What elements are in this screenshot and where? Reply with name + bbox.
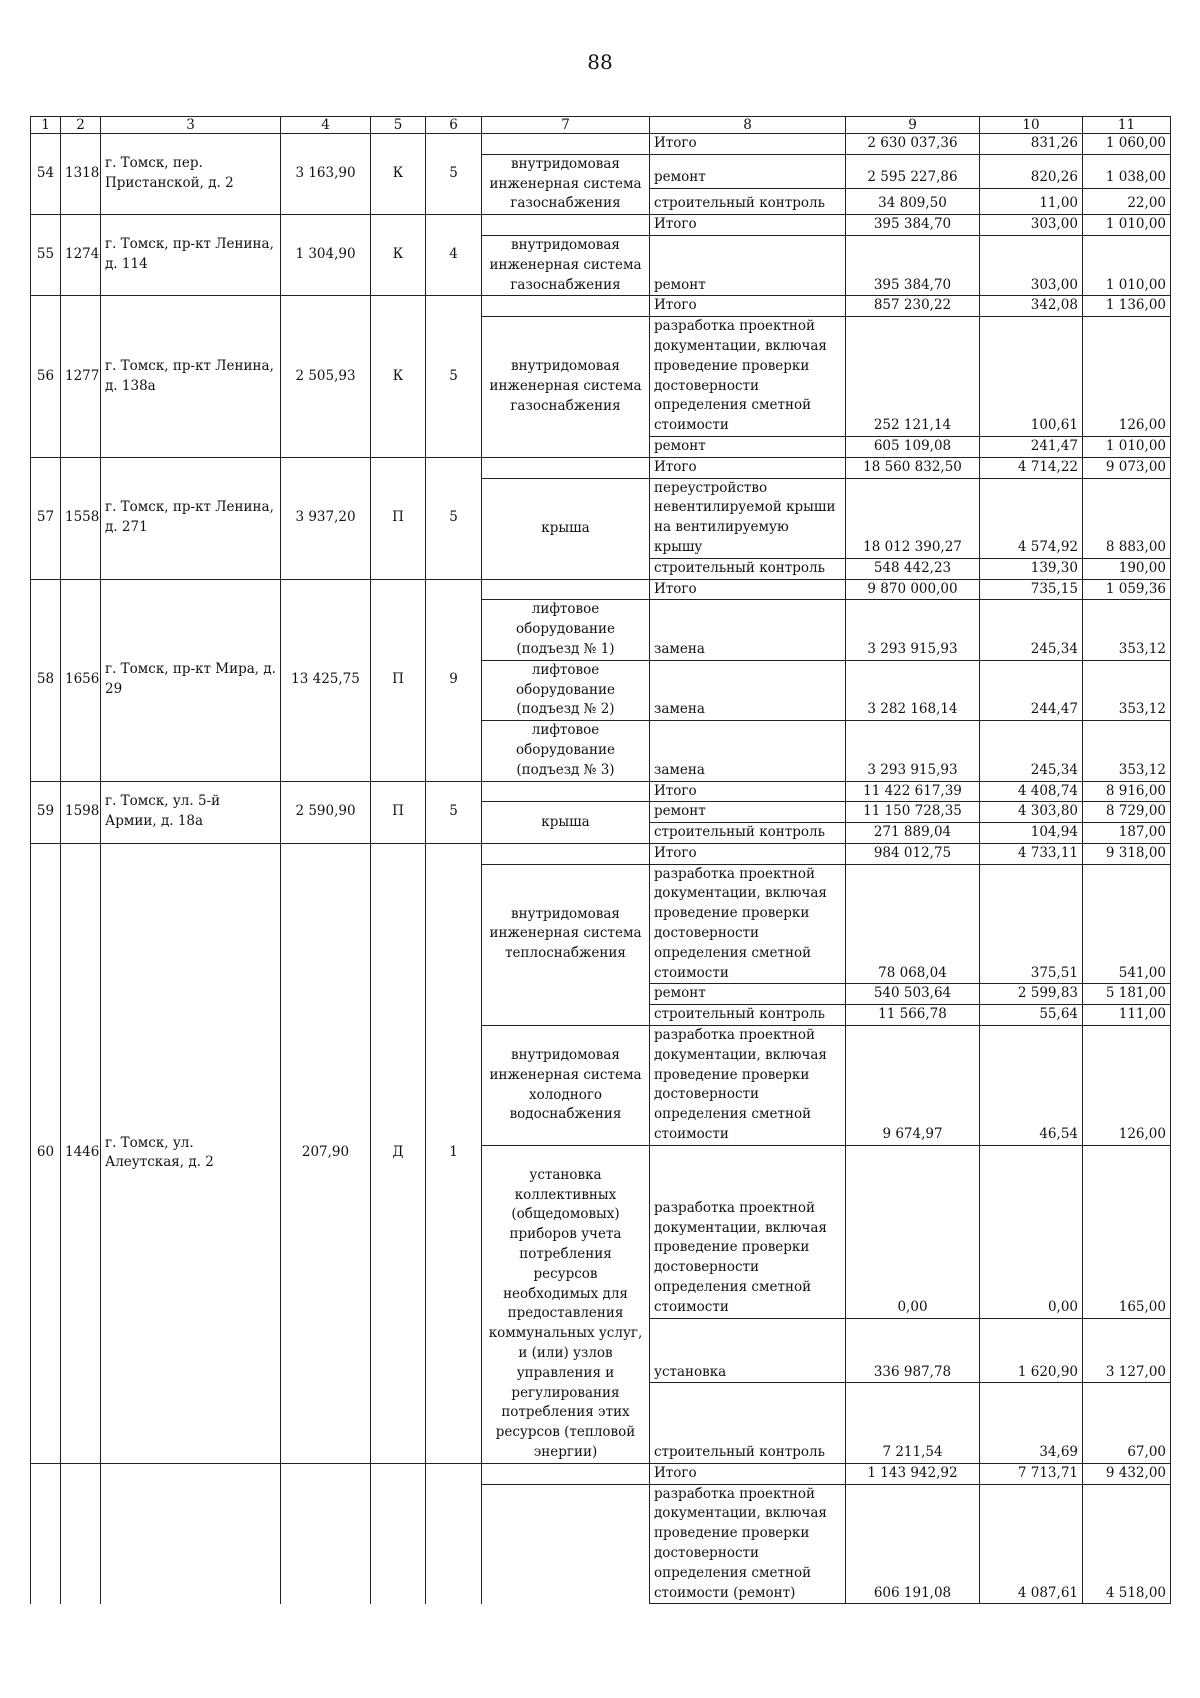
unit-cost-value: 4 303,80 — [980, 802, 1083, 823]
unit-cost-value: 735,15 — [980, 579, 1083, 600]
header-col-6: 6 — [426, 117, 482, 134]
work-label: Итого — [650, 134, 846, 155]
unit-cost-value: 303,00 — [980, 215, 1083, 236]
header-col-10: 10 — [980, 117, 1083, 134]
cost-value: 984 012,75 — [846, 843, 980, 864]
unit-cost-value: 0,00 — [980, 1145, 1083, 1318]
work-label: строительный контроль — [650, 558, 846, 579]
table-row — [31, 134, 1171, 155]
cost-value: 606 191,08 — [846, 1484, 980, 1604]
cost-value: 3 293 915,93 — [846, 600, 980, 660]
unit-cost-value: 34,69 — [980, 1383, 1083, 1463]
unit-cost-value: 303,00 — [980, 235, 1083, 295]
table-row — [31, 843, 1171, 864]
area: 3 937,20 — [281, 457, 371, 579]
address: г. Томск, ул. Алеутская, д. 2 — [101, 843, 281, 1463]
system-name: лифтовое оборудование (подъезд № 3) — [482, 721, 650, 781]
unit-cost-value: 245,34 — [980, 600, 1083, 660]
limit-value: 1 136,00 — [1083, 296, 1171, 317]
cost-value: 11 422 617,39 — [846, 781, 980, 802]
limit-value: 165,00 — [1083, 1145, 1171, 1318]
floors: 4 — [426, 215, 482, 296]
area: 2 505,93 — [281, 296, 371, 457]
limit-value: 1 010,00 — [1083, 215, 1171, 236]
row-number: 57 — [31, 457, 61, 579]
header-row — [31, 117, 1171, 134]
cost-value: 11 566,78 — [846, 1005, 980, 1026]
unit-cost-value: 244,47 — [980, 660, 1083, 720]
work-label: замена — [650, 721, 846, 781]
page-number: 88 — [587, 50, 613, 74]
house-id: 1656 — [61, 579, 101, 781]
unit-cost-value: 342,08 — [980, 296, 1083, 317]
limit-value: 1 010,00 — [1083, 235, 1171, 295]
limit-value: 353,12 — [1083, 721, 1171, 781]
system-name: внутридомовая инженерная система газоснабжения — [482, 235, 650, 295]
house-id: 1318 — [61, 134, 101, 215]
unit-cost-value: 245,34 — [980, 721, 1083, 781]
work-label: ремонт — [650, 154, 846, 188]
work-label: ремонт — [650, 235, 846, 295]
address: г. Томск, ул. 5-й Армии, д. 18а — [101, 781, 281, 843]
limit-value: 1 059,36 — [1083, 579, 1171, 600]
limit-value: 1 060,00 — [1083, 134, 1171, 155]
cost-value: 78 068,04 — [846, 864, 980, 984]
unit-cost-value: 11,00 — [980, 188, 1083, 215]
row-number: 54 — [31, 134, 61, 215]
unit-cost-value: 375,51 — [980, 864, 1083, 984]
work-label: разработка проектной документации, включая проведение проверки достоверности определения сметной стоимости (ремонт) — [650, 1484, 846, 1604]
house-type: Д — [371, 843, 426, 1463]
header-col-8: 8 — [650, 117, 846, 134]
work-label: Итого — [650, 457, 846, 478]
work-label: ремонт — [650, 802, 846, 823]
system-name: внутридомовая инженерная система газоснабжения — [482, 154, 650, 214]
limit-value: 3 127,00 — [1083, 1318, 1171, 1383]
table-row — [31, 781, 1171, 802]
row-number: 56 — [31, 296, 61, 457]
header-col-9: 9 — [846, 117, 980, 134]
unit-cost-value: 831,26 — [980, 134, 1083, 155]
capital-repair-table — [30, 116, 1171, 1604]
work-label: Итого — [650, 579, 846, 600]
limit-value: 353,12 — [1083, 660, 1171, 720]
address: г. Томск, пер. Пристанской, д. 2 — [101, 134, 281, 215]
cost-value: 252 121,14 — [846, 317, 980, 437]
table-row — [31, 296, 1171, 317]
limit-value: 187,00 — [1083, 823, 1171, 844]
cost-value: 9 674,97 — [846, 1026, 980, 1146]
cost-value: 395 384,70 — [846, 215, 980, 236]
cost-value: 3 293 915,93 — [846, 721, 980, 781]
unit-cost-value: 4 408,74 — [980, 781, 1083, 802]
work-label: переустройство невентилируемой крыши на вентилируемую крышу — [650, 478, 846, 558]
system-name: внутридомовая инженерная система теплоснабжения — [482, 864, 650, 1025]
unit-cost-value: 7 713,71 — [980, 1463, 1083, 1484]
house-type: П — [371, 579, 426, 781]
work-label: строительный контроль — [650, 823, 846, 844]
header-col-1: 1 — [31, 117, 61, 134]
cost-value: 605 109,08 — [846, 436, 980, 457]
work-label: Итого — [650, 1463, 846, 1484]
work-label: замена — [650, 600, 846, 660]
table-row — [31, 215, 1171, 236]
header-col-3: 3 — [101, 117, 281, 134]
cost-value: 9 870 000,00 — [846, 579, 980, 600]
work-label: разработка проектной документации, включая проведение проверки достоверности определения сметной стоимости — [650, 317, 846, 437]
house-type: К — [371, 134, 426, 215]
address: г. Томск, пр-кт Ленина, д. 271 — [101, 457, 281, 579]
limit-value: 9 318,00 — [1083, 843, 1171, 864]
system-name: внутридомовая инженерная система холодного водоснабжения — [482, 1026, 650, 1146]
limit-value: 4 518,00 — [1083, 1484, 1171, 1604]
header-col-11: 11 — [1083, 117, 1171, 134]
floors: 9 — [426, 579, 482, 781]
limit-value: 1 010,00 — [1083, 436, 1171, 457]
table-row — [31, 579, 1171, 600]
work-label: строительный контроль — [650, 1383, 846, 1463]
area: 13 425,75 — [281, 579, 371, 781]
cost-value: 271 889,04 — [846, 823, 980, 844]
table-row — [31, 1463, 1171, 1484]
system-name: лифтовое оборудование (подъезд № 2) — [482, 660, 650, 720]
limit-value: 126,00 — [1083, 1026, 1171, 1146]
limit-value: 22,00 — [1083, 188, 1171, 215]
unit-cost-value: 4 733,11 — [980, 843, 1083, 864]
house-type: К — [371, 296, 426, 457]
area: 2 590,90 — [281, 781, 371, 843]
header-col-4: 4 — [281, 117, 371, 134]
work-label: ремонт — [650, 436, 846, 457]
row-number: 60 — [31, 843, 61, 1463]
header-col-5: 5 — [371, 117, 426, 134]
unit-cost-value: 46,54 — [980, 1026, 1083, 1146]
system-name: установка коллективных (общедомовых) приборов учета потребления ресурсов необходимых для предоставления коммунальных услуг, и (или) узлов управления и регулирования потребления этих ресурсов (тепловой энергии) — [482, 1145, 650, 1463]
header-col-7: 7 — [482, 117, 650, 134]
limit-value: 67,00 — [1083, 1383, 1171, 1463]
house-type: П — [371, 781, 426, 843]
cost-value: 857 230,22 — [846, 296, 980, 317]
limit-value: 111,00 — [1083, 1005, 1171, 1026]
limit-value: 8 883,00 — [1083, 478, 1171, 558]
unit-cost-value: 55,64 — [980, 1005, 1083, 1026]
system-name: крыша — [482, 478, 650, 579]
unit-cost-value: 4 714,22 — [980, 457, 1083, 478]
row-number: 58 — [31, 579, 61, 781]
address: г. Томск, пр-кт Ленина, д. 138а — [101, 296, 281, 457]
work-label: Итого — [650, 843, 846, 864]
work-label: строительный контроль — [650, 1005, 846, 1026]
floors: 5 — [426, 781, 482, 843]
unit-cost-value: 241,47 — [980, 436, 1083, 457]
work-label: ремонт — [650, 984, 846, 1005]
house-type: П — [371, 457, 426, 579]
unit-cost-value: 104,94 — [980, 823, 1083, 844]
floors: 5 — [426, 296, 482, 457]
limit-value: 9 432,00 — [1083, 1463, 1171, 1484]
cost-value: 1 143 942,92 — [846, 1463, 980, 1484]
house-id: 1598 — [61, 781, 101, 843]
work-label: Итого — [650, 215, 846, 236]
area: 1 304,90 — [281, 215, 371, 296]
cost-value: 548 442,23 — [846, 558, 980, 579]
house-id: 1558 — [61, 457, 101, 579]
system-name: внутридомовая инженерная система газоснабжения — [482, 317, 650, 458]
house-id: 1277 — [61, 296, 101, 457]
cost-value: 34 809,50 — [846, 188, 980, 215]
work-label: разработка проектной документации, включая проведение проверки достоверности определения сметной стоимости — [650, 864, 846, 984]
limit-value: 541,00 — [1083, 864, 1171, 984]
header-col-2: 2 — [61, 117, 101, 134]
work-label: установка — [650, 1318, 846, 1383]
cost-value: 2 595 227,86 — [846, 154, 980, 188]
cost-value: 2 630 037,36 — [846, 134, 980, 155]
work-label: Итого — [650, 296, 846, 317]
cost-value: 0,00 — [846, 1145, 980, 1318]
unit-cost-value: 1 620,90 — [980, 1318, 1083, 1383]
cost-value: 7 211,54 — [846, 1383, 980, 1463]
limit-value: 353,12 — [1083, 600, 1171, 660]
limit-value: 9 073,00 — [1083, 457, 1171, 478]
work-label: строительный контроль — [650, 188, 846, 215]
limit-value: 8 729,00 — [1083, 802, 1171, 823]
cost-value: 3 282 168,14 — [846, 660, 980, 720]
unit-cost-value: 4 087,61 — [980, 1484, 1083, 1604]
floors: 1 — [426, 843, 482, 1463]
system-name: крыша — [482, 802, 650, 844]
work-label: разработка проектной документации, включая проведение проверки достоверности определения сметной стоимости — [650, 1145, 846, 1318]
limit-value: 5 181,00 — [1083, 984, 1171, 1005]
limit-value: 126,00 — [1083, 317, 1171, 437]
limit-value: 190,00 — [1083, 558, 1171, 579]
cost-value: 18 012 390,27 — [846, 478, 980, 558]
cost-value: 11 150 728,35 — [846, 802, 980, 823]
unit-cost-value: 2 599,83 — [980, 984, 1083, 1005]
area: 207,90 — [281, 843, 371, 1463]
row-number: 59 — [31, 781, 61, 843]
house-id: 1446 — [61, 843, 101, 1463]
limit-value: 8 916,00 — [1083, 781, 1171, 802]
area: 3 163,90 — [281, 134, 371, 215]
work-label: разработка проектной документации, включая проведение проверки достоверности определения сметной стоимости — [650, 1026, 846, 1146]
cost-value: 336 987,78 — [846, 1318, 980, 1383]
unit-cost-value: 139,30 — [980, 558, 1083, 579]
work-label: замена — [650, 660, 846, 720]
house-type: К — [371, 215, 426, 296]
address: г. Томск, пр-кт Ленина, д. 114 — [101, 215, 281, 296]
system-name: лифтовое оборудование (подъезд № 1) — [482, 600, 650, 660]
cost-value: 18 560 832,50 — [846, 457, 980, 478]
floors: 5 — [426, 457, 482, 579]
unit-cost-value: 100,61 — [980, 317, 1083, 437]
unit-cost-value: 4 574,92 — [980, 478, 1083, 558]
row-number: 55 — [31, 215, 61, 296]
address: г. Томск, пр-кт Мира, д. 29 — [101, 579, 281, 781]
floors: 5 — [426, 134, 482, 215]
work-label: Итого — [650, 781, 846, 802]
limit-value: 1 038,00 — [1083, 154, 1171, 188]
cost-value: 540 503,64 — [846, 984, 980, 1005]
unit-cost-value: 820,26 — [980, 154, 1083, 188]
house-id: 1274 — [61, 215, 101, 296]
table-row — [31, 457, 1171, 478]
cost-value: 395 384,70 — [846, 235, 980, 295]
